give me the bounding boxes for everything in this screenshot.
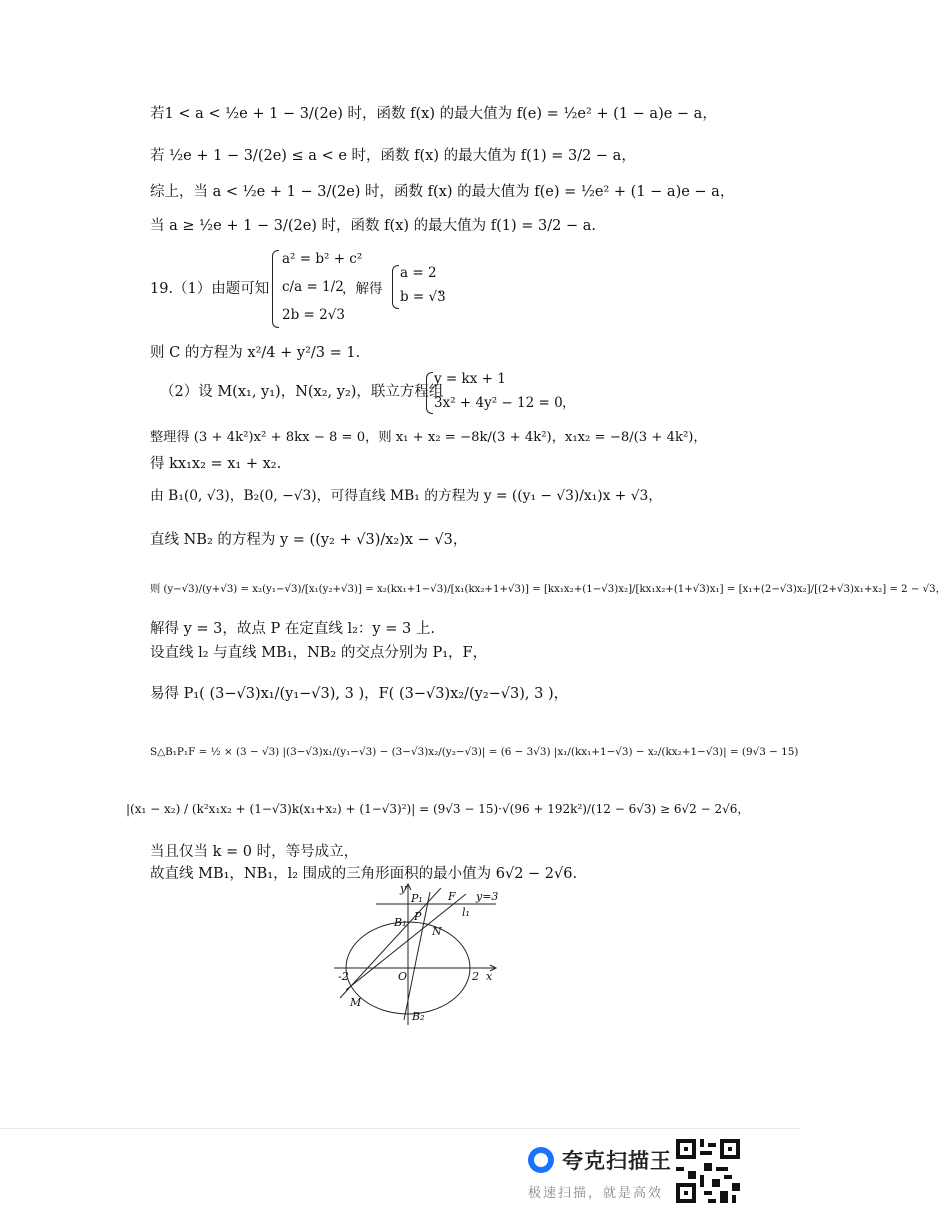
- system-eq-2: c/a = 1/2: [282, 279, 344, 295]
- scanner-footer: [0, 1128, 800, 1219]
- system-brace: [272, 250, 279, 328]
- system2-eq-1: y = kx + 1: [434, 371, 506, 387]
- area-line: S△B₁P₁F = ½ × (3 − √3) |(3−√3)x₁/(y₁−√3) − (3−√3)x₂/(y₂−√3)| = (6 − 3√3) |x₁/(kx₁+1−√3) − x₂/(kx₂+1−√3)| = (9√3 − 15): [150, 746, 799, 758]
- text-line-2: 若 ½e + 1 − 3/(2e) ≤ a < e 时，函数 f(x) 的最大值为 f(1) = 3/2 − a，: [150, 148, 636, 164]
- text-line-3: 综上，当 a < ½e + 1 − 3/(2e) 时，函数 f(x) 的最大值为 f(e) = ½e² + (1 − a)e − a，: [150, 184, 735, 200]
- label-left-vertex: -2: [338, 970, 349, 983]
- result-a: a = 2: [400, 265, 437, 281]
- mb1-line: 由 B₁(0, √3)，B₂(0, −√3)，可得直线 MB₁ 的方程为 y = ((y₁ − √3)/x₁)x + √3，: [150, 488, 663, 504]
- q19-intro: 19.（1）由题可知: [150, 281, 270, 297]
- result-tail: ，: [438, 281, 452, 297]
- label-f: F: [448, 890, 456, 903]
- simplify-line: 整理得 (3 + 4k²)x² + 8kx − 8 = 0，则 x₁ + x₂ = −8k/(3 + 4k²)，x₁x₂ = −8/(3 + 4k²)，: [150, 430, 707, 445]
- scanner-logo-icon: [528, 1147, 554, 1173]
- set-line: 设直线 l₂ 与直线 MB₁，NB₂ 的交点分别为 P₁，F，: [150, 645, 488, 661]
- ellipse-figure: [326, 880, 506, 1030]
- brand-name: 夸克扫描王: [562, 1149, 672, 1173]
- label-origin: O: [398, 970, 408, 983]
- system2-brace: [426, 372, 433, 414]
- brand-slogan: 极速扫描，就是高效: [528, 1186, 664, 1201]
- result-b: b = √3: [400, 289, 446, 305]
- ellipse-equation: 则 C 的方程为 x²/4 + y²/3 = 1.: [150, 345, 361, 361]
- text-line-4: 当 a ≥ ½e + 1 − 3/(2e) 时，函数 f(x) 的最大值为 f(1) = 3/2 − a.: [150, 218, 596, 234]
- final-conclusion: 故直线 MB₁，NB₁，l₂ 围成的三角形面积的最小值为 6√2 − 2√6.: [150, 866, 578, 882]
- ratio-line: 则 (y−√3)/(y+√3) = x₂(y₁−√3)/[x₁(y₂+√3)] = x₂(kx₁+1−√3)/[x₁(kx₂+1+√3)] = [kx₁x₂+(1−√3)x₂]/[kx₁x₂+(1+√3)x₁] = [x₁+(2−√3)x₂]/[(2+√3)x₁+x₂] = 2 − √3，: [150, 584, 946, 595]
- system-eq-1: a² = b² + c²: [282, 251, 363, 267]
- equality-condition: 当且仅当 k = 0 时，等号成立，: [150, 844, 359, 860]
- label-l1: l₁: [462, 906, 470, 919]
- solve-y-line: 解得 y = 3，故点 P 在定直线 l₂：y = 3 上.: [150, 621, 435, 637]
- result-brace: [392, 265, 399, 309]
- system-eq-3: 2b = 2√3: [282, 307, 345, 323]
- label-right-vertex: 2: [472, 970, 479, 983]
- label-x: x: [486, 970, 493, 983]
- area-line-2: |(x₁ − x₂) / (k²x₁x₂ + (1−√3)k(x₁+x₂) + (1−√3)²)| = (9√3 − 15)·√(96 + 192k²)/(12 − 6√3) ≥ 6√2 − 2√6，: [126, 802, 750, 816]
- label-line-y3: y=3: [476, 890, 499, 903]
- label-y: y: [400, 882, 407, 895]
- label-b1: B₁: [394, 916, 407, 929]
- solve-label: ，解得: [342, 281, 383, 297]
- system2-eq-2: 3x² + 4y² − 12 = 0: [434, 395, 563, 411]
- easy-line: 易得 P₁( (3−√3)x₁/(y₁−√3), 3 )，F( (3−√3)x₂/(y₂−√3), 3 )，: [150, 686, 569, 702]
- system2-tail: ，: [562, 395, 576, 411]
- label-b2: B₂: [412, 1010, 425, 1023]
- qr-code-icon[interactable]: [676, 1139, 740, 1203]
- label-p1: P₁: [411, 892, 423, 905]
- label-p: P: [414, 910, 422, 923]
- label-n: N: [432, 925, 442, 938]
- nb2-line: 直线 NB₂ 的方程为 y = ((y₂ + √3)/x₂)x − √3，: [150, 532, 468, 548]
- part2-intro: （2）设 M(x₁, y₁)，N(x₂, y₂)，联立方程组: [160, 384, 444, 400]
- label-m: M: [350, 996, 362, 1009]
- text-line-1: 若1 < a < ½e + 1 − 3/(2e) 时，函数 f(x) 的最大值为 f(e) = ½e² + (1 − a)e − a，: [150, 106, 717, 122]
- get-line: 得 kx₁x₂ = x₁ + x₂.: [150, 456, 282, 472]
